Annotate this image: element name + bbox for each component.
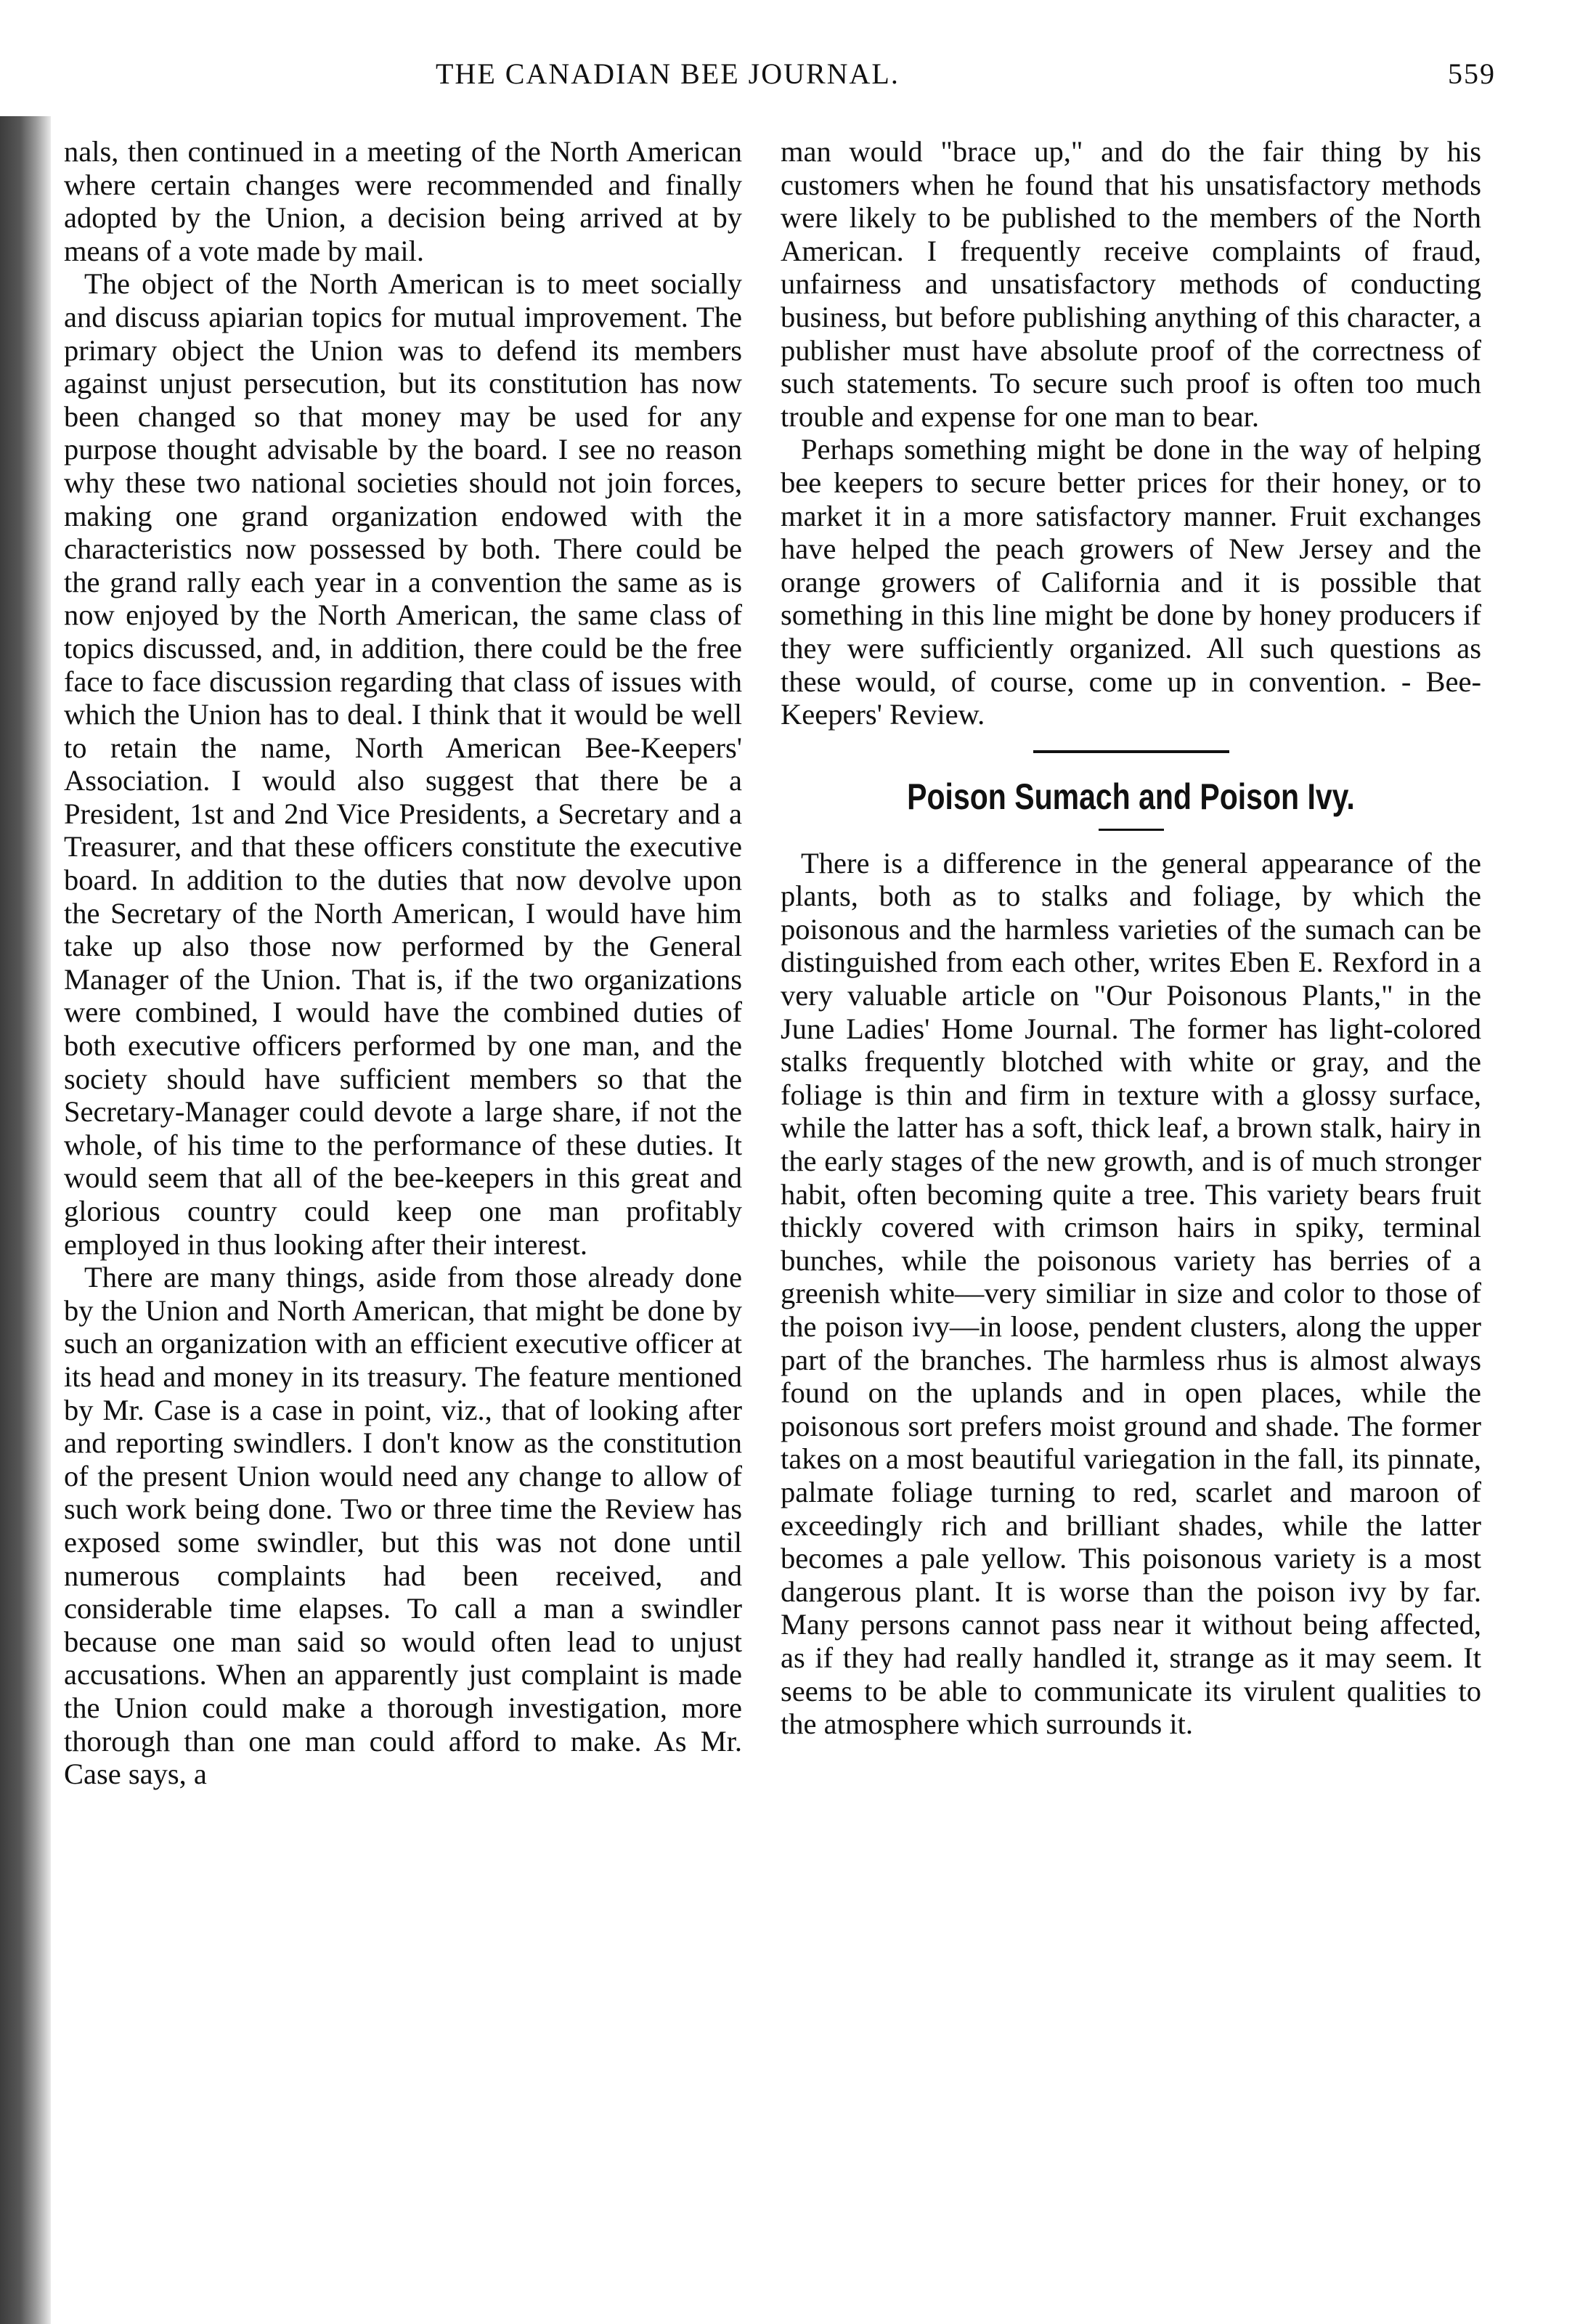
paragraph: The object of the North American is to meet socially and discuss apiarian topics for mutual improvement. The primary object the Union was to defend its members against unjust persecution, but its constitution has now been changed so that money may be used for any purpose thought advisable by the board. I see no reason why these two national societies should not join forces, making one grand organization endowed with the characteristics now possessed by both. There could be the grand rally each year in a convention the same as is now enjoyed by the North American, the same class of topics discussed, and, in addition, there could be the free face to face discussion regarding that class of issues with which the Union has to deal. I think that it would be well to retain the name, North American Bee-Keepers' Association. I would also suggest that there be a President, 1st and 2nd Vice Presidents, a Secretary and a Treasurer, and that these officers constitute the executive board. In addition to the duties that now devolve upon the Secretary of the North American, I would have him take up also those now performed by the General Manager of the Union. That is, if the two organizations were combined, I would have the combined duties of both executive officers performed by one man, and the society should have sufficient members so that the Secretary-Manager could devote a large share, if not the whole, of his time to the performance of these duties. It would seem that all of the bee-keepers in this great and glorious country could keep one man profitably employed in thus looking after their interest.: [64, 267, 742, 1261]
article-heading: Poison Sumach and Poison Ivy.: [907, 776, 1355, 817]
running-header: [407, 57, 1496, 107]
right-column: [781, 135, 1481, 1741]
paragraph: There is a difference in the general appearance of the plants, both as to stalks and foliage, by which the poisonous and the harmless varieties of the sumach can be distinguished from each other, writes Eben E. Rexford in a very valuable article on "Our Poisonous Plants," in the June Ladies' Home Journal. The former has light-colored stalks frequently blotched with white or gray, and the foliage is thin and firm in texture with a glossy surface, while the latter has a soft, thick leaf, a brown stalk, hairy in the early stages of the new growth, and is of much stronger habit, often becoming quite a tree. This variety bears fruit thickly covered with crimson hairs in spiky, terminal bunches, while the poisonous variety has berries of a greenish white—very similiar in size and color to those of the poison ivy—in loose, pendent clusters, along the upper part of the branches. The harmless rhus is almost always found on the uplands and in open places, while the poisonous sort prefers moist ground and shade. The former takes on a most beautiful variegation in the fall, its pinnate, palmate foliage turning to red, scarlet and maroon of exceedingly rich and brilliant shades, while the latter becomes a pale yellow. This poisonous variety is a most dangerous plant. It is worse than the poison ivy by far. Many persons cannot pass near it without being affected, as if they had really handled it, strange as it may seem. It seems to be able to communicate its virulent qualities to the atmosphere which surrounds it.: [781, 846, 1481, 1741]
paragraph: man would "brace up," and do the fair thing by his customers when he found that his unsatisfactory methods were likely to be published to the members of the North American. I frequently receive complaints of fraud, unfairness and unsatisfactory methods of conducting business, but before publishing anything of this character, a publisher must have absolute proof of the correctness of such statements. To secure such proof is often too much trouble and expense for one man to bear.: [781, 135, 1481, 433]
heading-underline: [1099, 829, 1164, 831]
journal-title: THE CANADIAN BEE JOURNAL.: [436, 57, 900, 90]
binding-shadow: [0, 116, 51, 2324]
page-number: 559: [1448, 57, 1496, 90]
section-divider: [1033, 750, 1229, 753]
paragraph: nals, then continued in a meeting of the North American where certain changes were recommended and finally adopted by the Union, a decision being arrived at by means of a vote made by mail.: [64, 135, 742, 267]
paragraph: There are many things, aside from those already done by the Union and North American, that might be done by such an organization with an efficient executive officer at its head and money in its treasury. The feature mentioned by Mr. Case is a case in point, viz., that of looking after and reporting swindlers. I don't know as the constitution of the present Union would need any change to allow of such work being done. Two or three time the Review has exposed some swindler, but this was not done until numerous complaints had been received, and considerable time elapses. To call a man a swindler because one man said so would often lead to unjust accusations. When an apparently just complaint is made the Union could make a thorough investigation, more thorough than one man could afford to make. As Mr. Case says, a: [64, 1261, 742, 1791]
left-column: [64, 135, 742, 1791]
paragraph: Perhaps something might be done in the way of helping bee keepers to secure better prices for their honey, or to market it in a more satisfactory manner. Fruit exchanges have helped the peach growers of New Jersey and the orange growers of California and it is possible that something in this line might be done by honey producers if they were sufficiently organized. All such questions as these would, of course, come up in convention. - Bee-Keepers' Review.: [781, 433, 1481, 731]
